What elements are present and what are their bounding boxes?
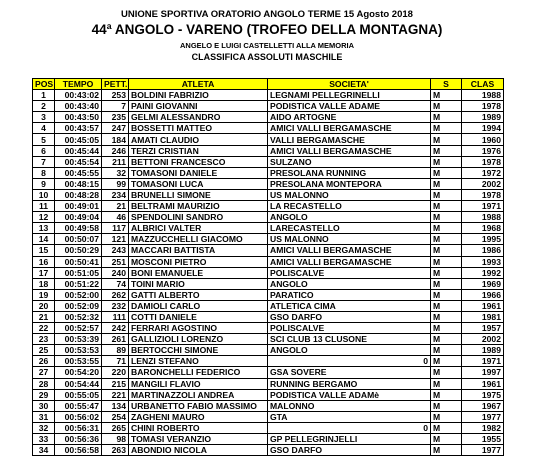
table-cell-pett: 246 <box>102 145 129 156</box>
table-cell-pos: 31 <box>33 411 55 422</box>
table-cell-clas: 1967 <box>462 400 504 411</box>
table-cell-societa: PRESOLANA MONTEPORA <box>268 178 431 189</box>
table-cell-societa: POLISCALVE <box>268 267 431 278</box>
table-cell-atleta: TERZI CRISTIAN <box>129 145 268 156</box>
table-cell-atleta: PAINI GIOVANNI <box>129 101 268 112</box>
table-cell-societa: PARATICO <box>268 289 431 300</box>
table-cell-pett: 251 <box>102 256 129 267</box>
table-cell-tempo: 00:53:39 <box>55 334 102 345</box>
table-cell-clas: 1955 <box>462 434 504 445</box>
table-cell-sex: M <box>431 178 462 189</box>
table-cell-sex: M <box>431 167 462 178</box>
results-table <box>32 78 504 456</box>
table-cell-sex: M <box>431 256 462 267</box>
table-row <box>33 178 504 189</box>
table-cell-pos: 16 <box>33 256 55 267</box>
table-cell-clas: 1971 <box>462 356 504 367</box>
table-cell-clas: 1961 <box>462 300 504 311</box>
table-cell-atleta: FERRARI AGOSTINO <box>129 323 268 334</box>
table-cell-pett: 111 <box>102 311 129 322</box>
table-row <box>33 334 504 345</box>
table-cell-pos: 14 <box>33 234 55 245</box>
table-cell-tempo: 00:49:04 <box>55 212 102 223</box>
table-cell-pett: 262 <box>102 289 129 300</box>
table-cell-sex: M <box>431 289 462 300</box>
table-cell-atleta: URBANETTO FABIO MASSIMO <box>129 400 268 411</box>
table-cell-societa: GP PELLEGRINJELLI <box>268 434 431 445</box>
table-cell-pos: 21 <box>33 311 55 322</box>
table-cell-atleta: MACCARI BATTISTA <box>129 245 268 256</box>
table-row <box>33 189 504 200</box>
table-cell-sex: M <box>431 234 462 245</box>
table-cell-atleta: COTTI DANIELE <box>129 311 268 322</box>
table-cell-societa: PODISTICA VALLE ADAME <box>268 101 431 112</box>
table-cell-tempo: 00:45:54 <box>55 156 102 167</box>
table-cell-clas: 1966 <box>462 289 504 300</box>
table-cell-atleta: BERTOCCHI SIMONE <box>129 345 268 356</box>
table-cell-atleta: ZAGHENI MAURO <box>129 411 268 422</box>
table-cell-pos: 12 <box>33 212 55 223</box>
table-row <box>33 201 504 212</box>
table-cell-pett: 32 <box>102 167 129 178</box>
table-row <box>33 300 504 311</box>
table-row <box>33 323 504 334</box>
table-row <box>33 167 504 178</box>
table-cell-societa: LARECASTELLO <box>268 223 431 234</box>
table-cell-pett: 117 <box>102 223 129 234</box>
table-cell-pett: 7 <box>102 101 129 112</box>
table-cell-atleta: BRUNELLI SIMONE <box>129 189 268 200</box>
table-cell-tempo: 00:56:02 <box>55 411 102 422</box>
table-cell-tempo: 00:45:05 <box>55 134 102 145</box>
table-cell-pos: 28 <box>33 378 55 389</box>
table-cell-tempo: 00:50:41 <box>55 256 102 267</box>
table-row <box>33 267 504 278</box>
table-cell-societa: US MALONNO <box>268 189 431 200</box>
table-cell-clas: 1960 <box>462 134 504 145</box>
table-cell-sex: M <box>431 223 462 234</box>
table-cell-sex: M <box>431 145 462 156</box>
table-cell-pos: 27 <box>33 367 55 378</box>
table-cell-atleta: GALLIZIOLI LORENZO <box>129 334 268 345</box>
table-row <box>33 212 504 223</box>
table-cell-societa: GSO DARFO <box>268 445 431 456</box>
table-cell-societa: SCI CLUB 13 CLUSONE <box>268 334 431 345</box>
table-cell-pett: 21 <box>102 201 129 212</box>
table-cell-societa: POLISCALVE <box>268 323 431 334</box>
table-cell-pos: 3 <box>33 112 55 123</box>
table-row <box>33 378 504 389</box>
table-cell-pett: 242 <box>102 323 129 334</box>
table-cell-societa: LEGNAMI PELLEGRINELLI <box>268 90 431 101</box>
table-cell-sex: M <box>431 434 462 445</box>
column-header-clas: CLAS <box>462 79 504 90</box>
table-cell-clas: 1972 <box>462 167 504 178</box>
table-cell-pos: 22 <box>33 323 55 334</box>
table-cell-clas: 1995 <box>462 234 504 245</box>
table-cell-atleta: TOMASI VERANZIO <box>129 434 268 445</box>
table-row <box>33 112 504 123</box>
table-cell-pett: 46 <box>102 212 129 223</box>
table-cell-atleta: BOSSETTI MATTEO <box>129 123 268 134</box>
table-cell-clas: 1988 <box>462 212 504 223</box>
table-cell-pett: 215 <box>102 378 129 389</box>
table-cell-sex: M <box>431 445 462 456</box>
table-cell-societa: GSO DARFO <box>268 311 431 322</box>
table-cell-pos: 23 <box>33 334 55 345</box>
table-cell-atleta: BETTONI FRANCESCO <box>129 156 268 167</box>
table-cell-clas: 1978 <box>462 189 504 200</box>
table-cell-atleta: TOMASONI LUCA <box>129 178 268 189</box>
table-cell-sex: M <box>431 101 462 112</box>
table-cell-clas: 1978 <box>462 156 504 167</box>
table-cell-tempo: 00:53:53 <box>55 345 102 356</box>
table-cell-clas: 2002 <box>462 178 504 189</box>
table-cell-tempo: 00:54:20 <box>55 367 102 378</box>
table-cell-clas: 1989 <box>462 112 504 123</box>
table-cell-pos: 33 <box>33 434 55 445</box>
table-cell-pos: 13 <box>33 223 55 234</box>
table-cell-pos: 30 <box>33 400 55 411</box>
table-cell-societa: ANGOLO <box>268 212 431 223</box>
table-cell-clas: 1977 <box>462 445 504 456</box>
table-cell-sex: M <box>431 189 462 200</box>
table-cell-sex: M <box>431 311 462 322</box>
table-cell-societa: LA RECASTELLO <box>268 201 431 212</box>
table-row <box>33 311 504 322</box>
table-row <box>33 367 504 378</box>
table-cell-tempo: 00:56:58 <box>55 445 102 456</box>
table-cell-pos: 18 <box>33 278 55 289</box>
event-organizer-title: UNIONE SPORTIVA ORATORIO ANGOLO TERME 15 Agosto 2018 <box>121 9 413 20</box>
table-cell-pett: 261 <box>102 334 129 345</box>
table-cell-sex: M <box>431 267 462 278</box>
table-cell-pett: 211 <box>102 156 129 167</box>
table-cell-clas: 1997 <box>462 367 504 378</box>
table-cell-sex: M <box>431 389 462 400</box>
table-cell-clas: 1982 <box>462 422 504 433</box>
table-cell-clas: 1988 <box>462 90 504 101</box>
table-cell-sex: M <box>431 201 462 212</box>
table-cell-clas: 1994 <box>462 123 504 134</box>
table-header-row <box>33 79 504 90</box>
table-cell-sex: M <box>431 378 462 389</box>
table-cell-pos: 29 <box>33 389 55 400</box>
table-cell-pos: 15 <box>33 245 55 256</box>
table-cell-societa: SULZANO <box>268 156 431 167</box>
table-cell-atleta: MOSCONI PIETRO <box>129 256 268 267</box>
table-cell-tempo: 00:43:50 <box>55 112 102 123</box>
table-cell-atleta: MAZZUCCHELLI GIACOMO <box>129 234 268 245</box>
table-cell-pett: 71 <box>102 356 129 367</box>
table-cell-tempo: 00:49:58 <box>55 223 102 234</box>
table-cell-pos: 26 <box>33 356 55 367</box>
table-cell-sex: M <box>431 411 462 422</box>
table-cell-societa: RUNNING BERGAMO <box>268 378 431 389</box>
table-cell-pos: 9 <box>33 178 55 189</box>
table-cell-pett: 74 <box>102 278 129 289</box>
table-cell-clas: 1981 <box>462 311 504 322</box>
table-cell-pett: 99 <box>102 178 129 189</box>
table-cell-societa: MALONNO <box>268 400 431 411</box>
race-title: 44ª ANGOLO - VARENO (TROFEO DELLA MONTAGNA) <box>91 22 443 37</box>
table-cell-tempo: 00:52:32 <box>55 311 102 322</box>
column-header-societa: SOCIETA' <box>268 79 431 90</box>
table-cell-tempo: 00:55:47 <box>55 400 102 411</box>
table-cell-pett: 265 <box>102 422 129 433</box>
table-cell-societa: AMICI VALLI BERGAMASCHE <box>268 256 431 267</box>
memorial-subtitle: ANGELO E LUIGI CASTELLETTI ALLA MEMORIA <box>179 41 355 50</box>
table-cell-societa: ATLETICA CIMA <box>268 300 431 311</box>
table-cell-societa: ANGOLO <box>268 345 431 356</box>
table-cell-pos: 2 <box>33 101 55 112</box>
table-cell-sex: M <box>431 334 462 345</box>
table-cell-atleta: BELTRAMI MAURIZIO <box>129 201 268 212</box>
table-row <box>33 156 504 167</box>
results-table-body <box>33 90 504 456</box>
table-row <box>33 145 504 156</box>
table-cell-clas: 1957 <box>462 323 504 334</box>
table-row <box>33 400 504 411</box>
table-cell-sex: M <box>431 112 462 123</box>
table-cell-tempo: 00:51:22 <box>55 278 102 289</box>
table-row <box>33 345 504 356</box>
table-row <box>33 278 504 289</box>
table-cell-clas: 1968 <box>462 223 504 234</box>
table-cell-societa: GSA SOVERE <box>268 367 431 378</box>
table-cell-sex: M <box>431 323 462 334</box>
table-cell-pett: 234 <box>102 189 129 200</box>
table-cell-pett: 89 <box>102 345 129 356</box>
table-cell-tempo: 00:56:31 <box>55 422 102 433</box>
table-cell-sex: M <box>431 300 462 311</box>
table-cell-societa: VALLI BERGAMASCHE <box>268 134 431 145</box>
table-cell-clas: 1975 <box>462 389 504 400</box>
table-cell-sex: M <box>431 90 462 101</box>
classification-title: CLASSIFICA ASSOLUTI MASCHILE <box>191 52 343 62</box>
table-cell-pos: 6 <box>33 145 55 156</box>
table-cell-sex: M <box>431 245 462 256</box>
table-cell-pos: 20 <box>33 300 55 311</box>
table-cell-sex: M <box>431 134 462 145</box>
table-cell-atleta: LENZI STEFANO <box>129 356 268 367</box>
table-cell-societa: PODISTICA VALLE ADAMè <box>268 389 431 400</box>
table-cell-societa: AIDO ARTOGNE <box>268 112 431 123</box>
table-cell-pos: 32 <box>33 422 55 433</box>
table-cell-pett: 254 <box>102 411 129 422</box>
table-row <box>33 445 504 456</box>
table-cell-sex: M <box>431 356 462 367</box>
table-cell-atleta: SPENDOLINI SANDRO <box>129 212 268 223</box>
table-cell-sex: M <box>431 156 462 167</box>
table-row <box>33 422 504 433</box>
table-cell-clas: 1989 <box>462 345 504 356</box>
table-cell-pett: 184 <box>102 134 129 145</box>
table-cell-pett: 121 <box>102 234 129 245</box>
table-row <box>33 389 504 400</box>
table-cell-pett: 235 <box>102 112 129 123</box>
table-cell-pett: 134 <box>102 400 129 411</box>
table-cell-clas: 1971 <box>462 201 504 212</box>
table-cell-clas: 1969 <box>462 278 504 289</box>
table-cell-tempo: 00:43:40 <box>55 101 102 112</box>
table-cell-sex: M <box>431 278 462 289</box>
table-cell-societa: 0 <box>268 356 431 367</box>
table-cell-atleta: ABONDIO NICOLA <box>129 445 268 456</box>
column-header-pett: PETT. <box>102 79 129 90</box>
table-cell-atleta: GELMI ALESSANDRO <box>129 112 268 123</box>
table-cell-pos: 7 <box>33 156 55 167</box>
table-cell-pos: 19 <box>33 289 55 300</box>
table-cell-tempo: 00:48:15 <box>55 178 102 189</box>
column-header-atleta: ATLETA <box>129 79 268 90</box>
column-header-sex: S <box>431 79 462 90</box>
table-cell-clas: 1977 <box>462 411 504 422</box>
table-cell-pett: 98 <box>102 434 129 445</box>
table-cell-pett: 221 <box>102 389 129 400</box>
column-header-pos: POS <box>33 79 55 90</box>
table-row <box>33 245 504 256</box>
table-cell-clas: 1978 <box>462 101 504 112</box>
table-cell-atleta: DAMIOLI CARLO <box>129 300 268 311</box>
table-cell-sex: M <box>431 367 462 378</box>
table-cell-tempo: 00:53:55 <box>55 356 102 367</box>
table-cell-atleta: CHINI ROBERTO <box>129 422 268 433</box>
table-cell-tempo: 00:50:07 <box>55 234 102 245</box>
table-cell-pos: 1 <box>33 90 55 101</box>
table-cell-societa: AMICI VALLI BERGAMASCHE <box>268 145 431 156</box>
table-cell-atleta: BARONCHELLI FEDERICO <box>129 367 268 378</box>
table-cell-societa: ANGOLO <box>268 278 431 289</box>
table-cell-tempo: 00:54:44 <box>55 378 102 389</box>
column-header-tempo: TEMPO <box>55 79 102 90</box>
table-cell-societa: PRESOLANA RUNNING <box>268 167 431 178</box>
table-row <box>33 434 504 445</box>
table-cell-societa: GTA <box>268 411 431 422</box>
table-cell-pett: 263 <box>102 445 129 456</box>
table-row <box>33 90 504 101</box>
table-cell-societa: AMICI VALLI BERGAMASCHE <box>268 123 431 134</box>
table-cell-atleta: TOINI MARIO <box>129 278 268 289</box>
table-cell-pos: 25 <box>33 345 55 356</box>
table-row <box>33 411 504 422</box>
table-cell-pos: 17 <box>33 267 55 278</box>
table-row <box>33 123 504 134</box>
table-row <box>33 256 504 267</box>
table-cell-tempo: 00:45:55 <box>55 167 102 178</box>
table-cell-tempo: 00:48:28 <box>55 189 102 200</box>
table-cell-clas: 1976 <box>462 145 504 156</box>
table-row <box>33 101 504 112</box>
table-row <box>33 289 504 300</box>
table-cell-clas: 1992 <box>462 267 504 278</box>
table-cell-societa: 0 <box>268 422 431 433</box>
table-cell-pos: 4 <box>33 123 55 134</box>
table-row <box>33 134 504 145</box>
table-cell-pett: 247 <box>102 123 129 134</box>
table-cell-tempo: 00:52:00 <box>55 289 102 300</box>
table-cell-sex: M <box>431 345 462 356</box>
table-cell-clas: 1961 <box>462 378 504 389</box>
table-cell-societa: US MALONNO <box>268 234 431 245</box>
table-cell-atleta: ALBRICI VALTER <box>129 223 268 234</box>
table-cell-pos: 11 <box>33 201 55 212</box>
table-cell-tempo: 00:43:02 <box>55 90 102 101</box>
table-cell-societa: AMICI VALLI BERGAMASCHE <box>268 245 431 256</box>
table-cell-atleta: MANGILI FLAVIO <box>129 378 268 389</box>
table-cell-pos: 10 <box>33 189 55 200</box>
table-cell-atleta: BONI EMANUELE <box>129 267 268 278</box>
table-cell-sex: M <box>431 400 462 411</box>
table-cell-pett: 220 <box>102 367 129 378</box>
table-row <box>33 356 504 367</box>
table-cell-tempo: 00:45:44 <box>55 145 102 156</box>
table-row <box>33 223 504 234</box>
table-cell-atleta: TOMASONI DANIELE <box>129 167 268 178</box>
table-cell-sex: M <box>431 422 462 433</box>
table-cell-atleta: MARTINAZZOLI ANDREA <box>129 389 268 400</box>
table-row <box>33 234 504 245</box>
table-cell-pos: 5 <box>33 134 55 145</box>
table-cell-sex: M <box>431 212 462 223</box>
table-cell-pos: 34 <box>33 445 55 456</box>
table-cell-tempo: 00:52:57 <box>55 323 102 334</box>
table-cell-clas: 1986 <box>462 245 504 256</box>
table-cell-tempo: 00:51:05 <box>55 267 102 278</box>
table-cell-clas: 2002 <box>462 334 504 345</box>
table-cell-tempo: 00:43:57 <box>55 123 102 134</box>
table-cell-tempo: 00:50:29 <box>55 245 102 256</box>
table-cell-pett: 240 <box>102 267 129 278</box>
table-cell-tempo: 00:52:09 <box>55 300 102 311</box>
table-cell-pett: 232 <box>102 300 129 311</box>
table-cell-pett: 253 <box>102 90 129 101</box>
table-cell-sex: M <box>431 123 462 134</box>
table-cell-pett: 243 <box>102 245 129 256</box>
table-cell-pos: 8 <box>33 167 55 178</box>
table-cell-tempo: 00:56:36 <box>55 434 102 445</box>
table-cell-tempo: 00:55:05 <box>55 389 102 400</box>
table-cell-atleta: BOLDINI FABRIZIO <box>129 90 268 101</box>
table-cell-atleta: GATTI ALBERTO <box>129 289 268 300</box>
table-cell-atleta: AMATI CLAUDIO <box>129 134 268 145</box>
table-cell-clas: 1993 <box>462 256 504 267</box>
table-cell-tempo: 00:49:01 <box>55 201 102 212</box>
